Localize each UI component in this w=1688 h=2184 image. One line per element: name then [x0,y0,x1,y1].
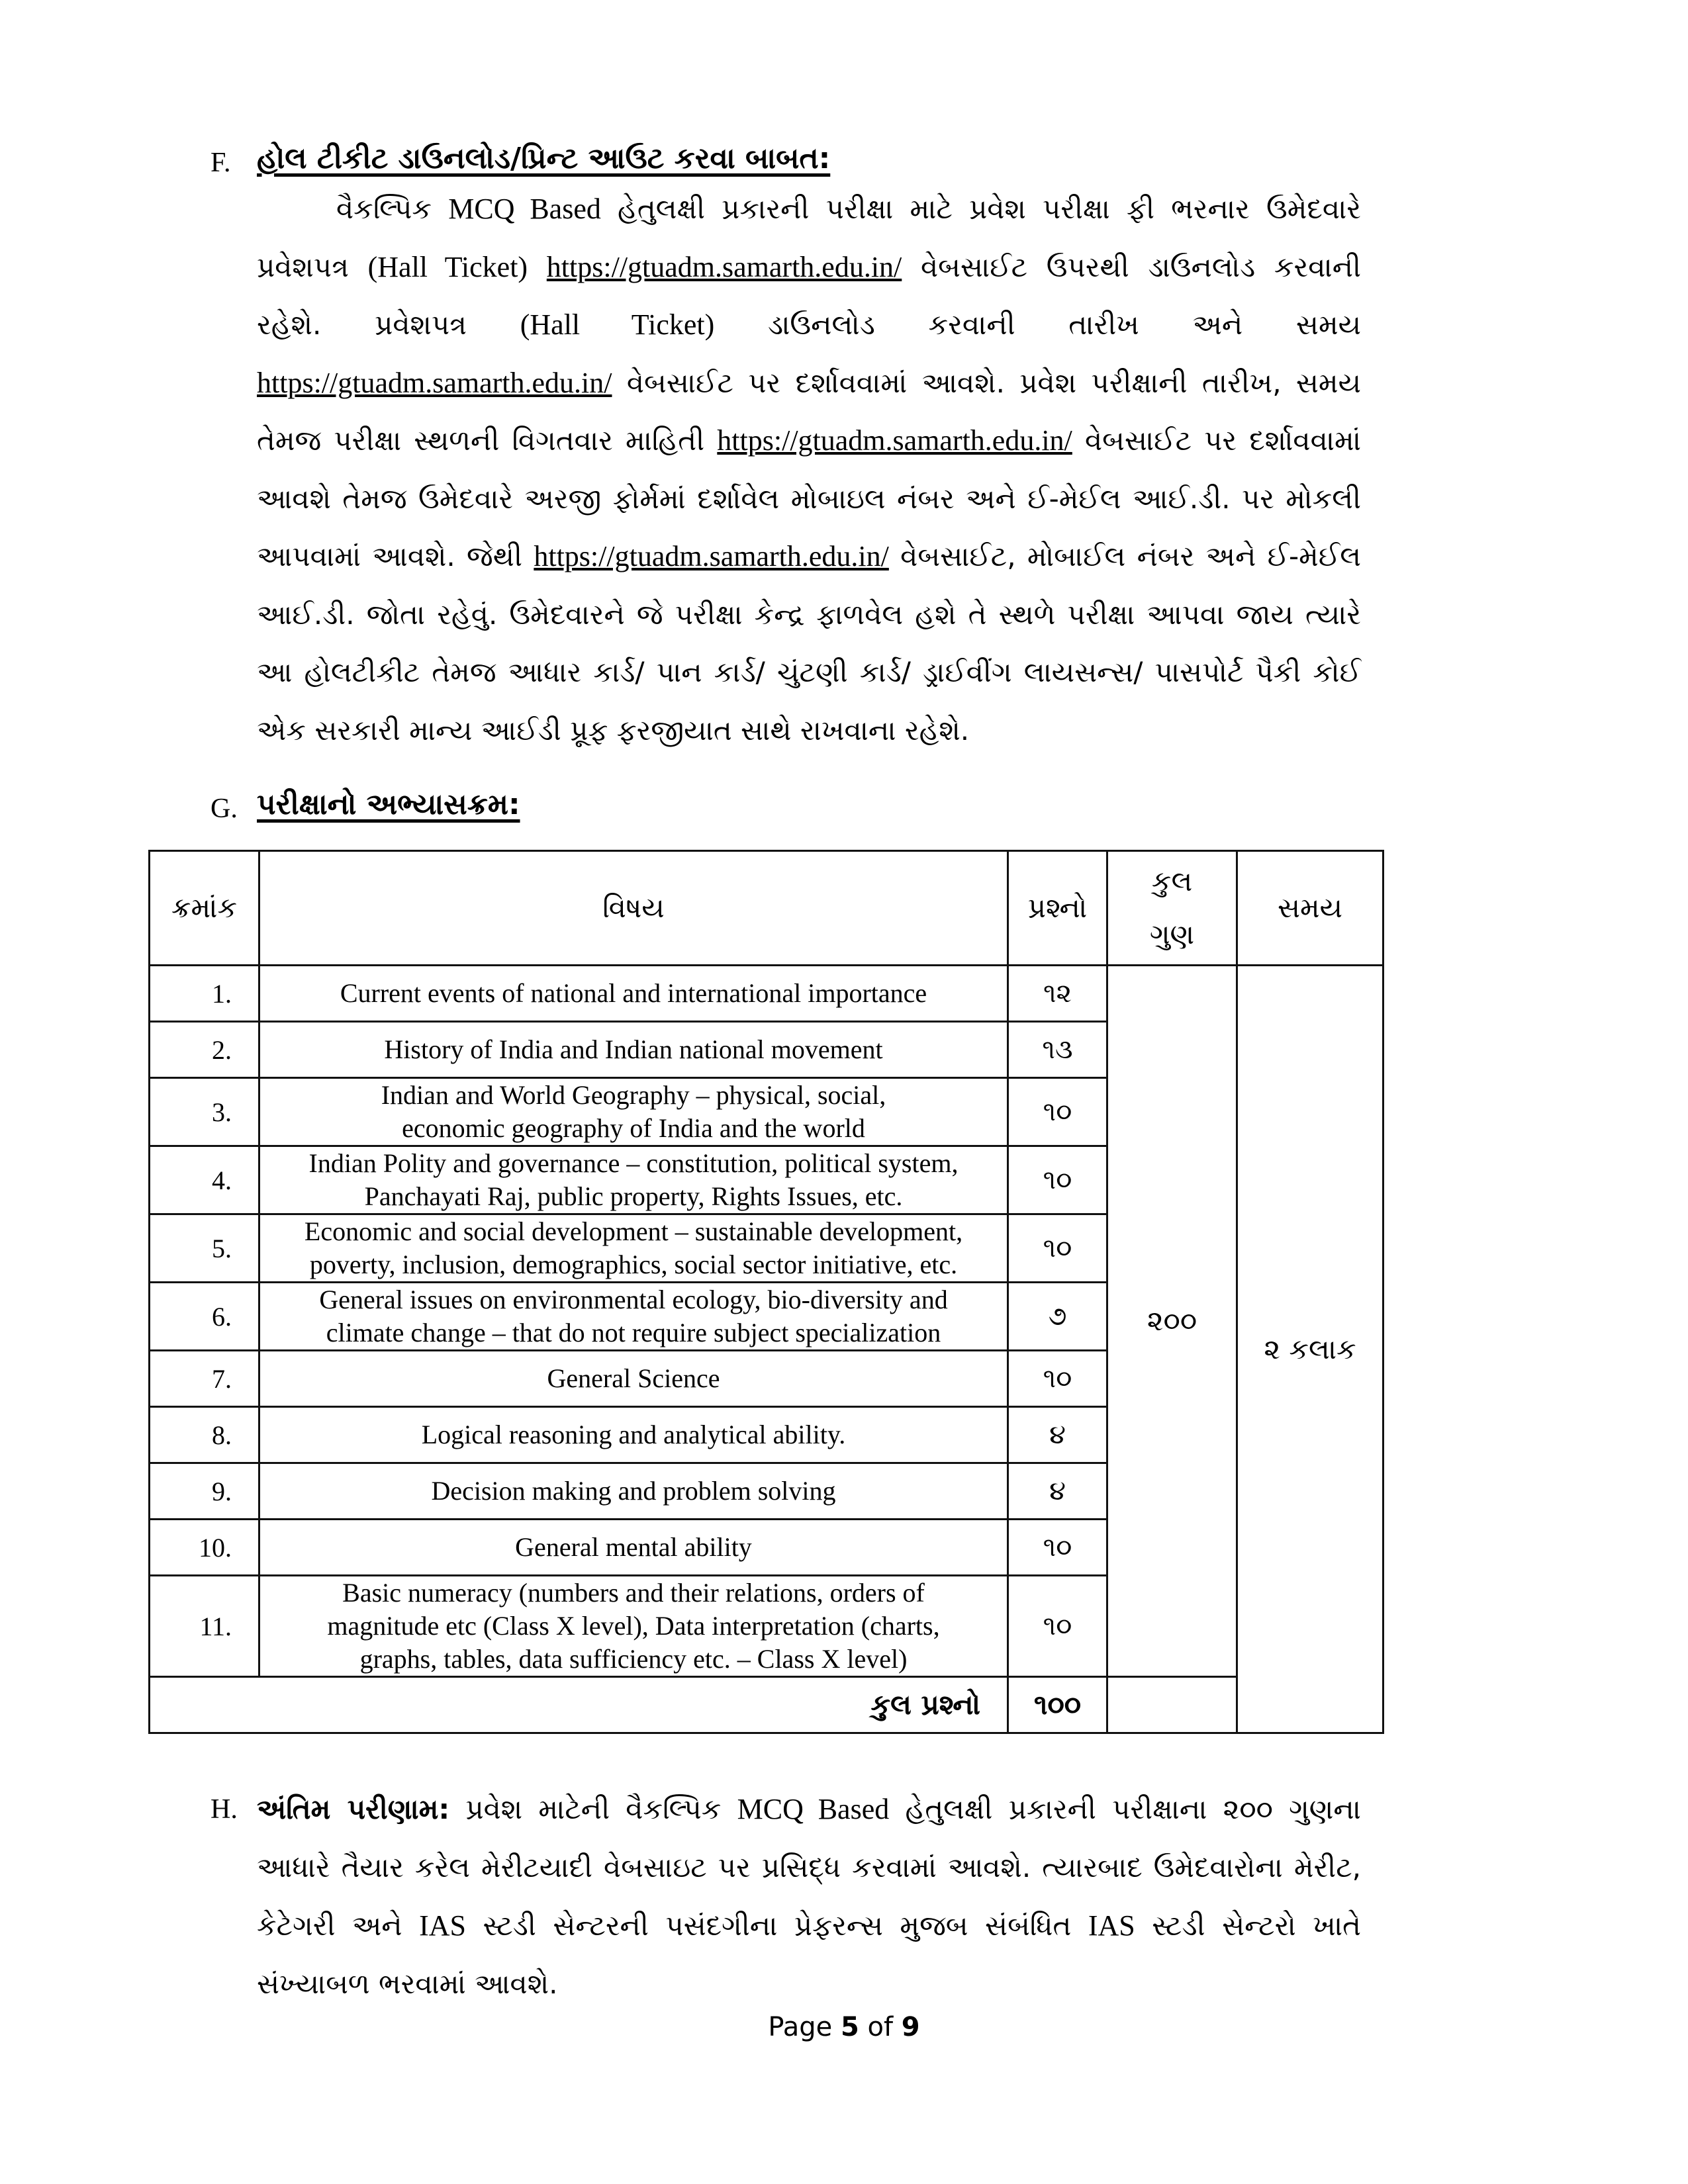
row-serial: 1. [150,966,259,1022]
row-serial: 4. [150,1146,259,1214]
table-row [150,966,1383,1022]
row-subject [259,1146,1008,1214]
text-run: ડાઉનલોડ કરવાની તારીખ અને સમય [714,308,1362,341]
page-of-word: of [867,2012,894,2042]
text-run: MCQ Based [448,193,601,225]
text-run: સ્ટડી સેન્ટરની પસંદગીના પ્રેફરન્સ મુજબ સંબંધિત [466,1909,1088,1942]
empty-cell [1107,1677,1237,1733]
section-f-letter: F. [211,148,231,178]
row-subject [259,1283,1008,1351]
text-run: પ્રવેશ માટેની વૈકલ્પિક [449,1793,737,1825]
website-link[interactable]: https://gtuadm.samarth.edu.in/ [534,540,889,572]
text-run: MCQ Based [737,1793,890,1825]
text-run: વેબસાઈટ પર દર્શાવવામાં આવશે. પ્રવેશ પરીક્ષાની તારીખ, સમય તેમજ પરીક્ષા સ્થળની વિગતવાર માહિતી [257,366,1361,457]
row-subject: Logical reasoning and analytical ability. [259,1407,1008,1463]
section-f-heading: હોલ ટીકીટ ડાઉનલોડ/પ્રિન્ટ આઉટ કરવા બાબત: [257,142,831,175]
row-serial: 7. [150,1351,259,1407]
text-run: વેબસાઈટ ઉપરથી ડાઉનલોડ કરવાની રહેશે. પ્રવેશપત્ર [257,250,1361,341]
row-subject: History of India and Indian national movement [259,1022,1008,1078]
row-subject [259,1576,1008,1677]
row-questions: ૭ [1008,1283,1107,1351]
row-serial: 9. [150,1463,259,1520]
row-questions: ૪ [1008,1463,1107,1520]
website-link[interactable]: https://gtuadm.samarth.edu.in/ [257,366,612,399]
total-questions-label: કુલ પ્રશ્નો [150,1677,1008,1733]
header-total-marks [1107,851,1237,966]
total-questions-value: ૧૦૦ [1008,1677,1107,1733]
row-subject-text: Basic numeracy (numbers and their relations, orders of magnitude etc (Class X level), Data interpretation (charts, graphs, tables, data sufficiency etc. – Class X level) [327,1578,940,1674]
page-word: Page [768,2012,833,2042]
row-questions: ૧૦ [1008,1146,1107,1214]
row-subject [259,1078,1008,1146]
text-run: વૈકલ્પિક [336,193,449,225]
row-serial: 3. [150,1078,259,1146]
row-subject: General mental ability [259,1520,1008,1576]
text-run: IAS [419,1909,467,1942]
row-questions: ૧૦ [1008,1214,1107,1283]
row-subject-text: Economic and social development – sustainable development, poverty, inclusion, demographics, social sector initiative, etc. [304,1216,963,1279]
row-serial: 6. [150,1283,259,1351]
text-run: હેતુલક્ષી પ્રકારની પરીક્ષા માટે પ્રવેશ પરીક્ષા ફી ભરનાર ઉમેદવારે પ્રવેશપત્ર [257,193,1361,283]
table-header-row [150,851,1383,966]
section-h-paragraph [257,1780,1361,2013]
row-subject-text: General issues on environmental ecology, bio-diversity and climate change – that do not require subject specialization [319,1285,948,1347]
website-link[interactable]: https://gtuadm.samarth.edu.in/ [546,250,902,283]
page-current: 5 [840,2012,859,2042]
row-subject: General Science [259,1351,1008,1407]
page-total: 9 [901,2012,920,2042]
row-serial: 10. [150,1520,259,1576]
header-serial: ક્રમાંક [150,851,259,966]
table-total-row [150,1677,1383,1733]
row-subject-text: Indian Polity and governance – constitution, political system, Panchayati Raj, public property, Rights Issues, etc. [308,1148,959,1211]
section-h-heading: અંતિમ પરીણામ: [257,1793,450,1825]
header-questions: પ્રશ્નો [1008,851,1107,966]
row-serial: 2. [150,1022,259,1078]
page-footer [0,2012,1688,2042]
syllabus-table [148,850,1384,1734]
row-serial: 8. [150,1407,259,1463]
row-questions: ૧૨ [1008,966,1107,1022]
text-run: હેતુલક્ષી પ્રકારની પરીક્ષાના ૨૦૦ ગુણના આધારે તૈયાર કરેલ મેરીટયાદી વેબસાઇટ પર પ્રસિદ્ધ કરવામાં આવશે. ત્યારબાદ ઉમેદવારોના મેરીટ, કેટેગરી અને [257,1793,1361,1942]
text-run: IAS [1088,1909,1135,1942]
row-questions: ૧૦ [1008,1351,1107,1407]
header-subject: વિષય [259,851,1008,966]
text-run: (Hall Ticket) [367,250,528,283]
row-questions: ૪ [1008,1407,1107,1463]
total-marks-cell: ૨૦૦ [1107,966,1237,1677]
row-questions: ૧૦ [1008,1078,1107,1146]
text-run: વેબસાઈટ, મોબાઈલ નંબર અને ઈ-મેઈલ આઈ.ડી. જોતા રહેવું. ઉમેદવારને જે પરીક્ષા કેન્દ્ર ફાળવેલ હશે તે સ્થળે પરીક્ષા આપવા જાય ત્યારે આ હોલટીકીટ તેમજ આધાર કાર્ડ/ પાન કાર્ડ/ ચુંટણી કાર્ડ/ ડ્રાઈવીંગ લાયસન્સ/ પાસપોર્ટ પૈકી કોઈ એક સરકારી માન્ય આઈડી પ્રૂફ ફરજીયાત સાથે રાખવાના રહેશે. [257,540,1361,747]
section-g-letter: G. [211,794,238,824]
section-f-paragraph [257,180,1361,759]
text-run: સ્ટડી સેન્ટરો ખાતે સંખ્યાબળ ભરવામાં આવશે. [257,1909,1361,2000]
section-h-letter: H. [211,1794,238,1825]
row-subject: Current events of national and international importance [259,966,1008,1022]
row-questions: ૧૩ [1008,1022,1107,1078]
header-total-marks-label: કુલ ગુણ [1149,865,1195,950]
duration-cell: ૨ કલાક [1237,966,1383,1733]
text-run: વેબસાઈટ પર દર્શાવવામાં આવશે તેમજ ઉમેદવારે અરજી ફોર્મમાં દર્શાવેલ મોબાઇલ નંબર અને ઈ-મેઈલ આઈ.ડી. પર મોકલી આપવામાં આવશે. જેથી [257,424,1361,572]
row-serial: 11. [150,1576,259,1677]
header-time: સમય [1237,851,1383,966]
text-run: (Hall Ticket) [520,308,715,341]
row-subject [259,1214,1008,1283]
row-questions: ૧૦ [1008,1520,1107,1576]
row-subject-text: Indian and World Geography – physical, social, economic geography of India and the world [381,1080,886,1143]
section-g-heading: પરીક્ષાનો અભ્યાસક્રમ: [257,788,520,821]
row-subject: Decision making and problem solving [259,1463,1008,1520]
row-serial: 5. [150,1214,259,1283]
website-link[interactable]: https://gtuadm.samarth.edu.in/ [717,424,1072,457]
row-questions: ૧૦ [1008,1576,1107,1677]
